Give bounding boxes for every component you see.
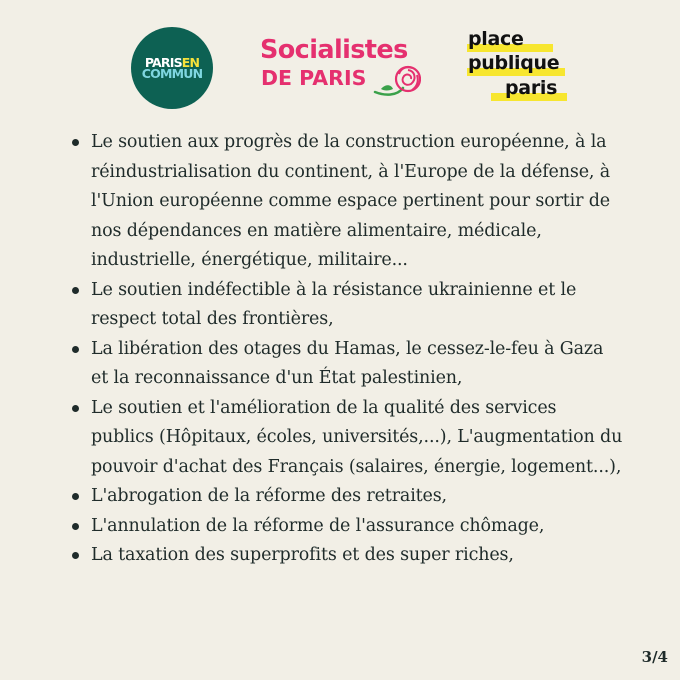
- logo-bar: [0, 0, 680, 120]
- bullet-icon: [72, 523, 79, 530]
- list-item: [64, 335, 624, 394]
- list-item-text: La taxation des superprofits et des super riches,: [91, 545, 514, 565]
- paris-en-commun-logo: [131, 27, 213, 109]
- bullet-icon: [72, 287, 79, 294]
- paris-en-commun-logo-text-commun: COMMUN: [141, 66, 203, 81]
- place-publique-logo-text-line2: publique: [468, 52, 560, 74]
- bullet-icon: [72, 346, 79, 353]
- list-item: [64, 512, 624, 542]
- list-item-text: Le soutien aux progrès de la construction européenne, à la réindustrialisation du continent, à l'Europe de la défense, à l'Union européenne comme espace pertinent pour sortir de nos dépendances en matière alimentaire, médicale, industrielle, énergétique, militaire...: [91, 132, 611, 270]
- rose-icon: [371, 62, 421, 98]
- list-item-text: L'abrogation de la réforme des retraites,: [91, 486, 447, 506]
- place-publique-logo-text-line1: place: [468, 28, 524, 50]
- bullet-icon: [72, 552, 79, 559]
- bullet-icon: [72, 493, 79, 500]
- list-item-text: La libération des otages du Hamas, le cessez-le-feu à Gaza et la reconnaissance d'un État palestinien,: [91, 338, 604, 388]
- place-publique-paris-logo: [465, 26, 575, 110]
- list-item: [64, 128, 624, 276]
- list-item-text: Le soutien indéfectible à la résistance ukrainienne et le respect total des frontières,: [91, 279, 577, 329]
- list-item: [64, 541, 624, 571]
- paris-en-commun-logo-text-en: EN: [181, 55, 200, 70]
- list-item: [64, 482, 624, 512]
- bullet-list: [64, 128, 624, 571]
- list-item-text: L'annulation de la réforme de l'assurance chômage,: [91, 515, 545, 536]
- bullet-icon: [72, 139, 79, 146]
- socialistes-logo-text-line2: DE PARIS: [261, 66, 367, 90]
- list-item: [64, 276, 624, 335]
- socialistes-de-paris-logo: [258, 36, 428, 100]
- page-number: 3/4: [641, 648, 668, 666]
- bullet-icon: [72, 405, 79, 412]
- socialistes-logo-text-line1: Socialistes: [260, 35, 408, 65]
- place-publique-logo-text-line3: paris: [505, 77, 558, 99]
- list-item-text: Le soutien et l'amélioration de la qualité des services publics (Hôpitaux, écoles, universités,...), L'augmentation du pouvoir d'achat des Français (salaires, énergie, logement...),: [91, 397, 623, 477]
- list-item: [64, 394, 624, 483]
- paris-en-commun-logo-text-paris: PARIS: [144, 55, 182, 70]
